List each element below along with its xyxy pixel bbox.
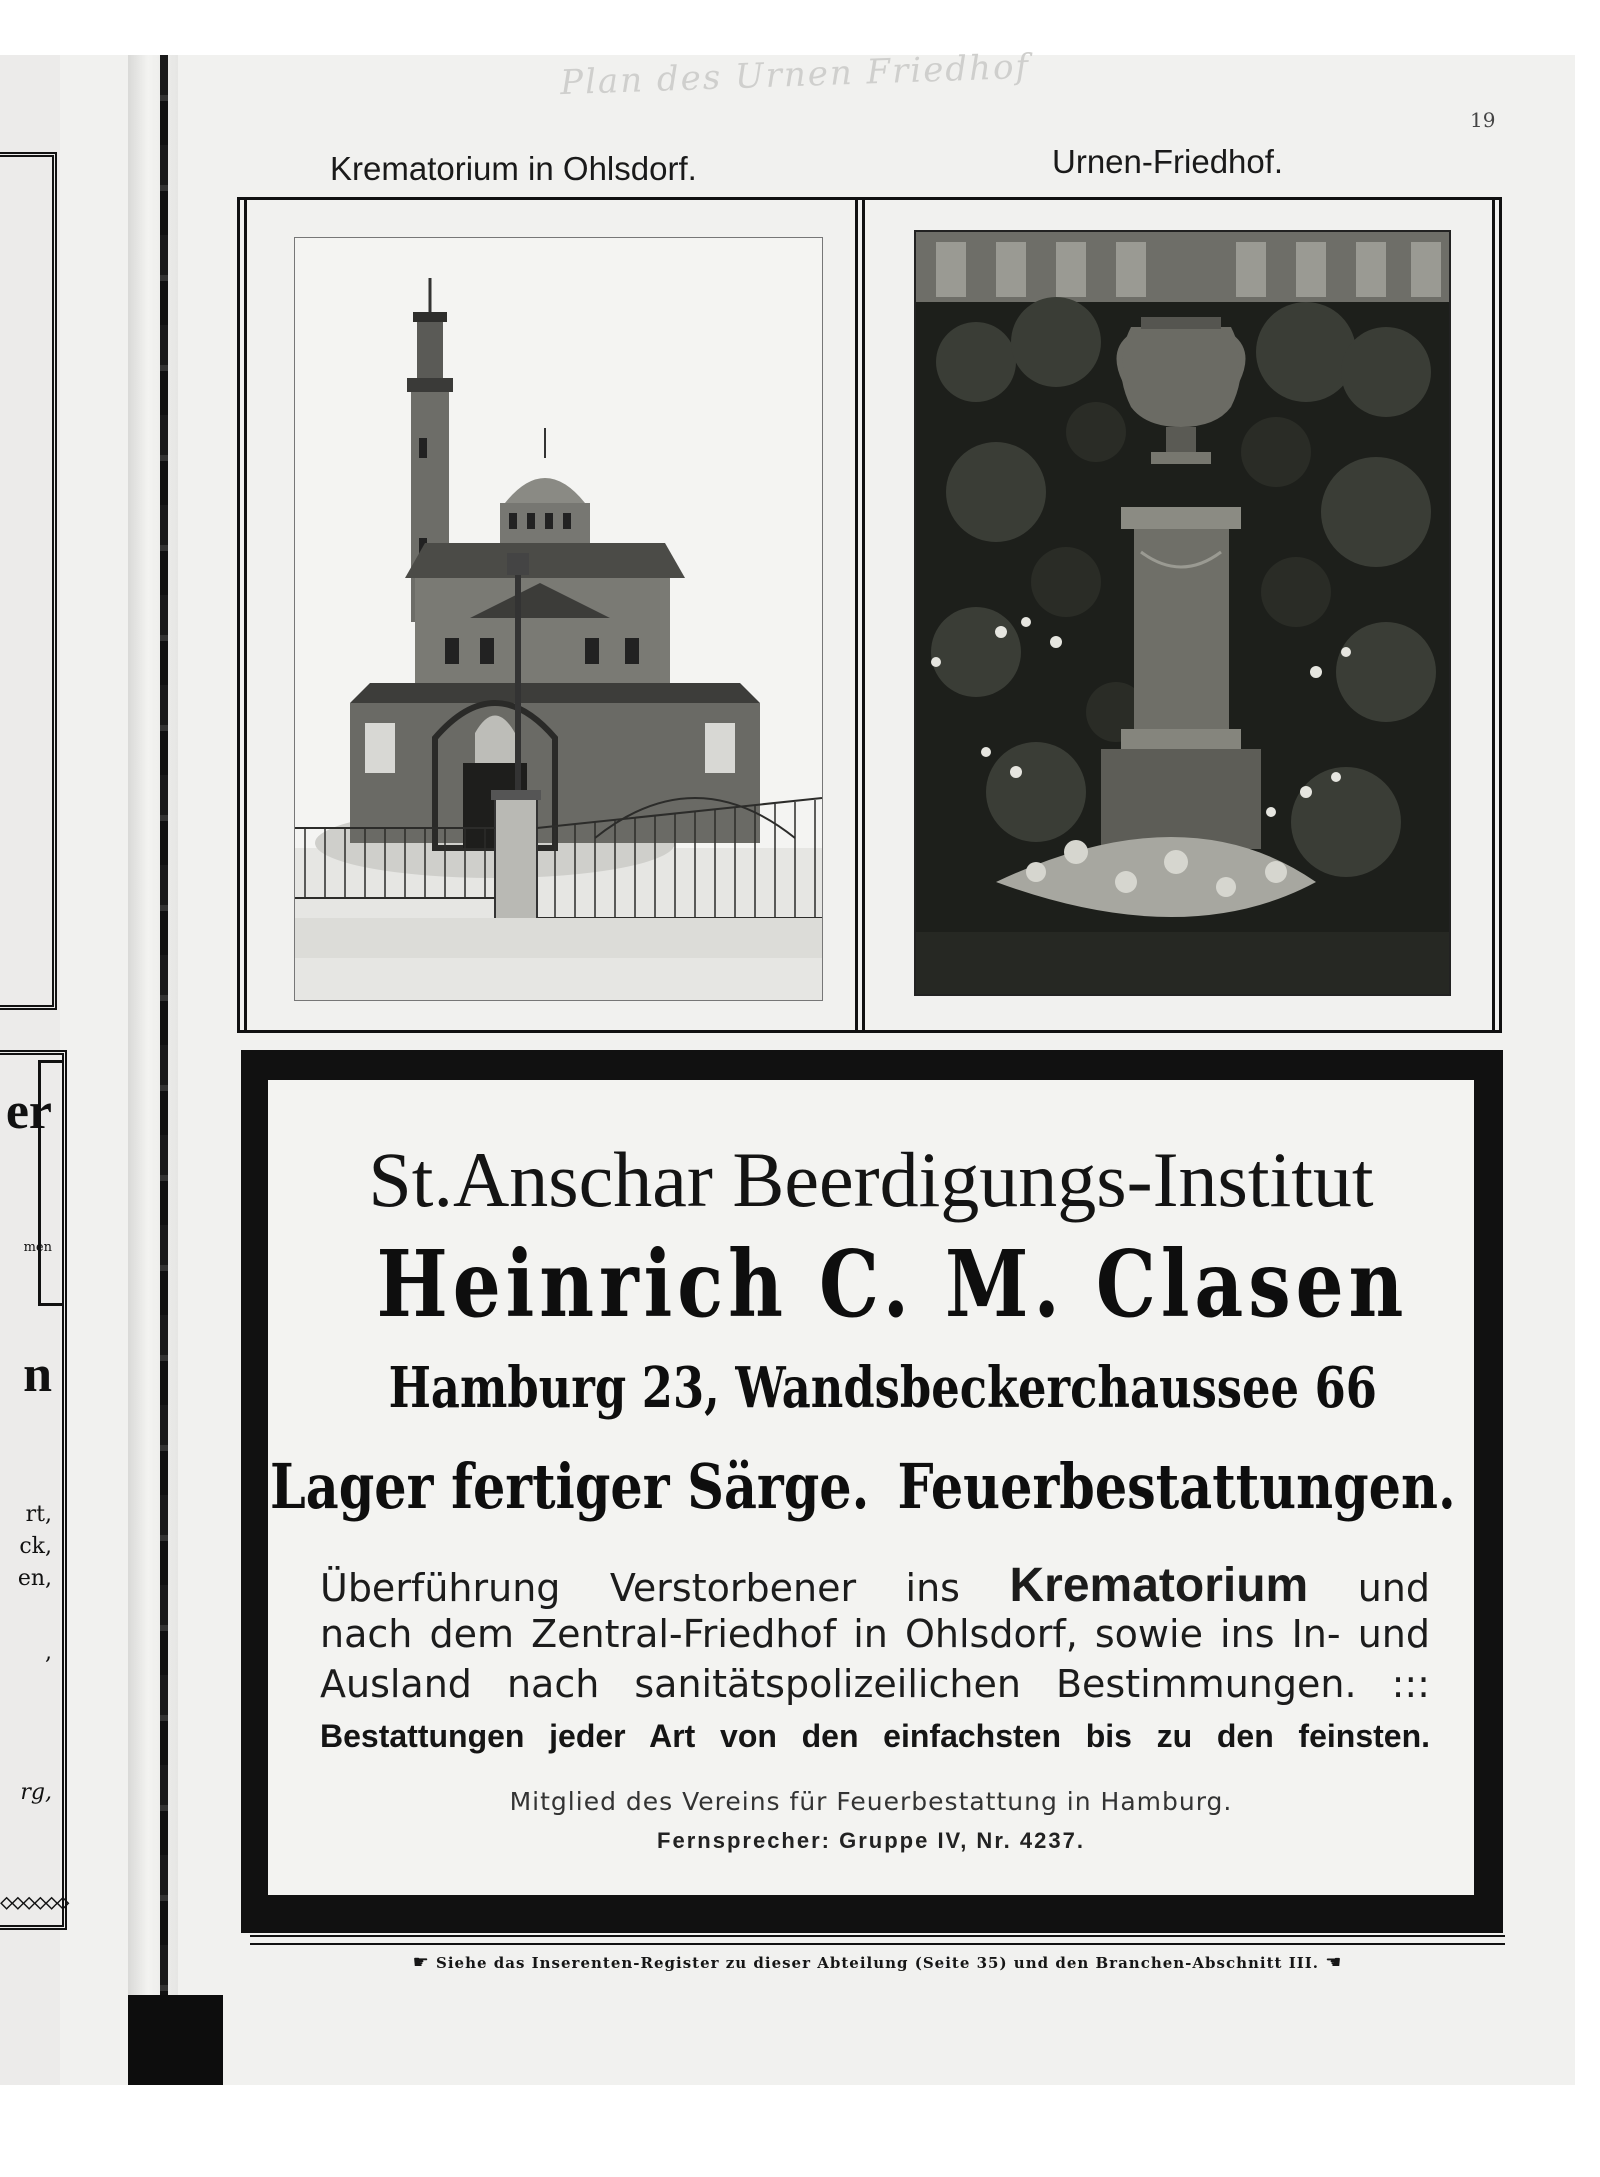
ad-body-text: und bbox=[1357, 1566, 1430, 1610]
book-binding bbox=[128, 55, 178, 2085]
ad-services-line: Bestattungen jeder Art von den einfachsten bis zu den feinsten. bbox=[320, 1718, 1430, 1754]
left-fragment: n bbox=[23, 1346, 52, 1403]
crematorium-building-icon bbox=[295, 238, 822, 1000]
panel-rule-left bbox=[237, 200, 247, 1030]
ad-phone: Fernsprecher: Gruppe IV, Nr. 4237. bbox=[657, 1828, 1085, 1853]
ad-title: St.Anschar Beerdigungs-Institut bbox=[368, 1136, 1374, 1223]
left-fragment: , bbox=[45, 1640, 52, 1665]
ad-body-line: Ausland nach sanitätspolizeilichen Bestimmungen. ::: bbox=[320, 1662, 1430, 1706]
urn-cemetery-photo bbox=[914, 230, 1451, 996]
binding-thread bbox=[160, 55, 168, 1995]
ad-address: Hamburg 23, Wandsbeckerchaussee 66 bbox=[388, 1355, 1377, 1421]
ad-slogan-coffins: Lager fertiger Särge. bbox=[270, 1450, 870, 1523]
ad-membership: Mitglied des Vereins für Feuerbestattung in Hamburg. bbox=[509, 1787, 1233, 1816]
ad-body-line bbox=[320, 1558, 1430, 1613]
ad-slogan-cremation: Feuerbestattungen. bbox=[897, 1450, 1456, 1523]
left-fragment: men bbox=[23, 1240, 52, 1255]
left-fragment: rt, bbox=[25, 1502, 52, 1527]
left-fragment: er bbox=[5, 1083, 52, 1140]
panel-rule-right bbox=[1492, 200, 1502, 1030]
pencil-annotation: Plan des Urnen Friedhof bbox=[559, 46, 1031, 104]
left-fragment: ck, bbox=[19, 1534, 52, 1559]
caption-crematorium: Krematorium in Ohlsdorf. bbox=[330, 150, 697, 187]
ad-body-line: nach dem Zentral-Friedhof in Ohlsdorf, sowie ins In- und bbox=[320, 1612, 1430, 1656]
urn-pedestal-icon bbox=[916, 232, 1449, 994]
left-fragment: en, bbox=[17, 1566, 52, 1591]
photo-panel bbox=[237, 197, 1502, 1033]
ad-body-emphasis: Krematorium bbox=[1009, 1559, 1309, 1612]
ad-company-name: Heinrich C. M. Clasen bbox=[376, 1230, 1409, 1338]
advertisement bbox=[268, 1080, 1474, 1895]
left-page-ornament: ◇◇◇◇◇◇ bbox=[0, 1890, 68, 1915]
footer-note-text: Siehe das Inserenten-Register zu dieser Abteilung (Seite 35) und den Branchen-Abschnitt III. bbox=[436, 1954, 1319, 1972]
left-page-frame-top bbox=[0, 152, 57, 1010]
caption-urn-cemetery: Urnen-Friedhof. bbox=[1052, 143, 1284, 180]
panel-rule-middle bbox=[855, 200, 865, 1030]
pointing-hand-icon: ☚ bbox=[1325, 1952, 1343, 1973]
left-fragment: rg, bbox=[20, 1780, 52, 1805]
pointing-hand-icon: ☛ bbox=[412, 1952, 430, 1973]
binding-shadow bbox=[128, 1995, 223, 2085]
footer-rule bbox=[250, 1935, 1505, 1945]
crematorium-photo bbox=[294, 237, 823, 1001]
footer-reference bbox=[250, 1952, 1505, 1973]
ad-body-text: Überführung Verstorbener ins bbox=[320, 1566, 960, 1610]
page-number: 19 bbox=[1470, 108, 1496, 132]
